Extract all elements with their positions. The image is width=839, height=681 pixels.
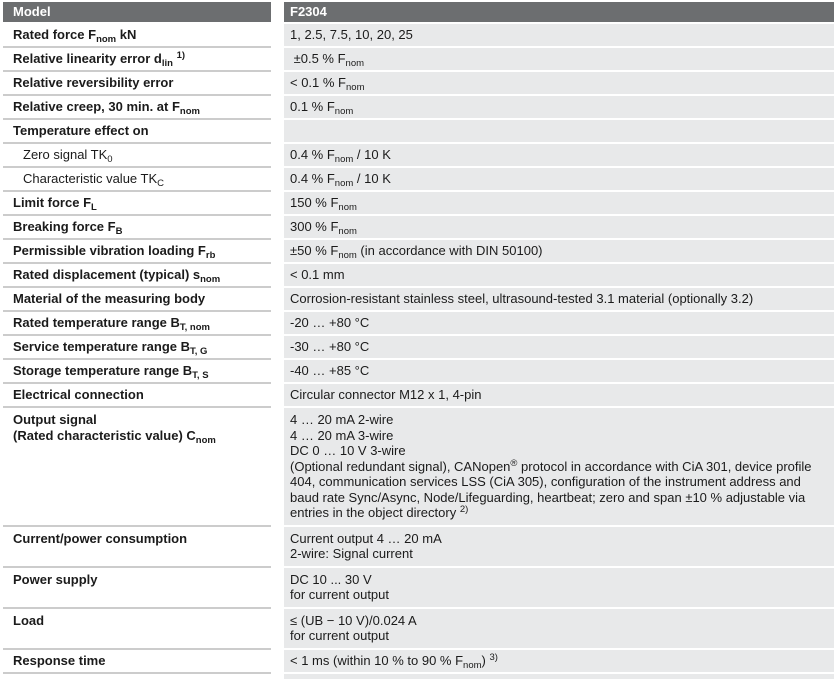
row-value-cell: -20 … +80 °C — [284, 312, 834, 336]
series-header-label: F2304 — [290, 4, 327, 19]
table-row — [3, 288, 834, 312]
spec-table-body — [3, 24, 834, 674]
table-row — [3, 144, 834, 168]
table-row — [3, 216, 834, 240]
row-label-cell: Material of the measuring body — [3, 288, 271, 312]
row-label-cell: Current/power consumption — [3, 527, 271, 568]
row-value-cell: Current output 4 … 20 mA 2-wire: Signal current — [284, 527, 834, 568]
model-header-label: Model — [13, 4, 51, 19]
row-value-cell: < 1 ms (within 10 % to 90 % $F_{nom}$) $^{3)}$ — [284, 650, 834, 674]
row-value-cell: ≤ (UB − 10 V)/0.024 A for current output — [284, 609, 834, 650]
row-label-cell: Electrical connection — [3, 384, 271, 408]
table-row — [3, 384, 834, 408]
table-row — [3, 168, 834, 192]
row-label-cell: Characteristic value $TK_C$ — [3, 168, 271, 192]
table-row — [3, 72, 834, 96]
table-row — [3, 48, 834, 72]
row-label-cell: Relative reversibility error — [3, 72, 271, 96]
row-label-cell: Load — [3, 609, 271, 650]
row-label-cell: Limit force $F_L$ — [3, 192, 271, 216]
spec-table — [3, 2, 834, 679]
table-row — [3, 527, 834, 568]
row-label-cell: Rated force $F_{nom}$ kN — [3, 24, 271, 48]
row-value-cell: 0.4 % $F_{nom} / 10$ K — [284, 144, 834, 168]
row-label-cell: Relative linearity error $d_{lin}$ $^{1)}$ — [3, 48, 271, 72]
table-row — [3, 650, 834, 674]
row-value-cell: 1, 2.5, 7.5, 10, 20, 25 — [284, 24, 834, 48]
row-value-cell — [284, 674, 834, 679]
row-label-cell: Response time — [3, 650, 271, 674]
row-value-cell: 0.4 % $F_{nom} / 10$ K — [284, 168, 834, 192]
row-value-cell: Circular connector M12 x 1, 4-pin — [284, 384, 834, 408]
table-row — [3, 120, 834, 144]
table-row — [3, 24, 834, 48]
series-header-cell — [284, 2, 834, 24]
row-label-cell: Permissible vibration loading $F_{rb}$ — [3, 240, 271, 264]
table-row — [3, 96, 834, 120]
row-value-cell: Corrosion-resistant stainless steel, ultrasound-tested 3.1 material (optionally 3.2) — [284, 288, 834, 312]
table-row — [3, 336, 834, 360]
row-label-cell — [3, 674, 271, 679]
row-value-cell: DC 10 ... 30 V for current output — [284, 568, 834, 609]
row-value-cell: < 0.1 % $F_{nom}$ — [284, 72, 834, 96]
table-row — [3, 408, 834, 527]
row-label-cell: Storage temperature range $B_{T, S}$ — [3, 360, 271, 384]
row-label-cell: Rated displacement (typical) $s_{nom}$ — [3, 264, 271, 288]
row-label-cell: Power supply — [3, 568, 271, 609]
row-value-cell: ±0.5 % $F_{nom}$ — [284, 48, 834, 72]
model-header-cell — [3, 2, 271, 24]
row-value-cell: 150 % $F_{nom}$ — [284, 192, 834, 216]
row-label-cell: Output signal (Rated characteristic value) $C_{nom}$ — [3, 408, 271, 527]
table-row — [3, 264, 834, 288]
row-value-cell: ±50 % $F_{nom}$ (in accordance with DIN 50100) — [284, 240, 834, 264]
row-value-cell: -30 … +80 °C — [284, 336, 834, 360]
row-value-cell: 300 % $F_{nom}$ — [284, 216, 834, 240]
table-row — [3, 360, 834, 384]
row-value-cell: -40 … +85 °C — [284, 360, 834, 384]
row-label-cell: Breaking force $F_B$ — [3, 216, 271, 240]
table-row — [3, 568, 834, 609]
row-label-cell: Service temperature range $B_{T, G}$ — [3, 336, 271, 360]
table-row — [3, 312, 834, 336]
table-row — [3, 192, 834, 216]
row-label-cell: Relative creep, 30 min. at $F_{nom}$ — [3, 96, 271, 120]
row-value-cell — [284, 120, 834, 144]
table-row-partial — [3, 674, 834, 679]
table-header-row — [3, 2, 834, 24]
row-label-cell: Rated temperature range $B_{T, nom}$ — [3, 312, 271, 336]
table-row — [3, 609, 834, 650]
row-value-cell: 4 … 20 mA 2-wire 4 … 20 mA 3-wire DC 0 … 10 V 3-wire (Optional redundant signal), CANopen® protocol in accordance with CiA 301, device profile 404, communication services LSS (CiA 305), configuration of the instrument address and baud rate Sync/Async, Node/Lifeguarding, heartbeat; zero and span ±10 % adjustable via entries in the object directory $^{2)}$ — [284, 408, 834, 527]
table-row — [3, 240, 834, 264]
row-label-cell: Zero signal $TK_0$ — [3, 144, 271, 168]
row-value-cell: 0.1 % $F_{nom}$ — [284, 96, 834, 120]
row-value-cell: < 0.1 mm — [284, 264, 834, 288]
row-label-cell: Temperature effect on — [3, 120, 271, 144]
